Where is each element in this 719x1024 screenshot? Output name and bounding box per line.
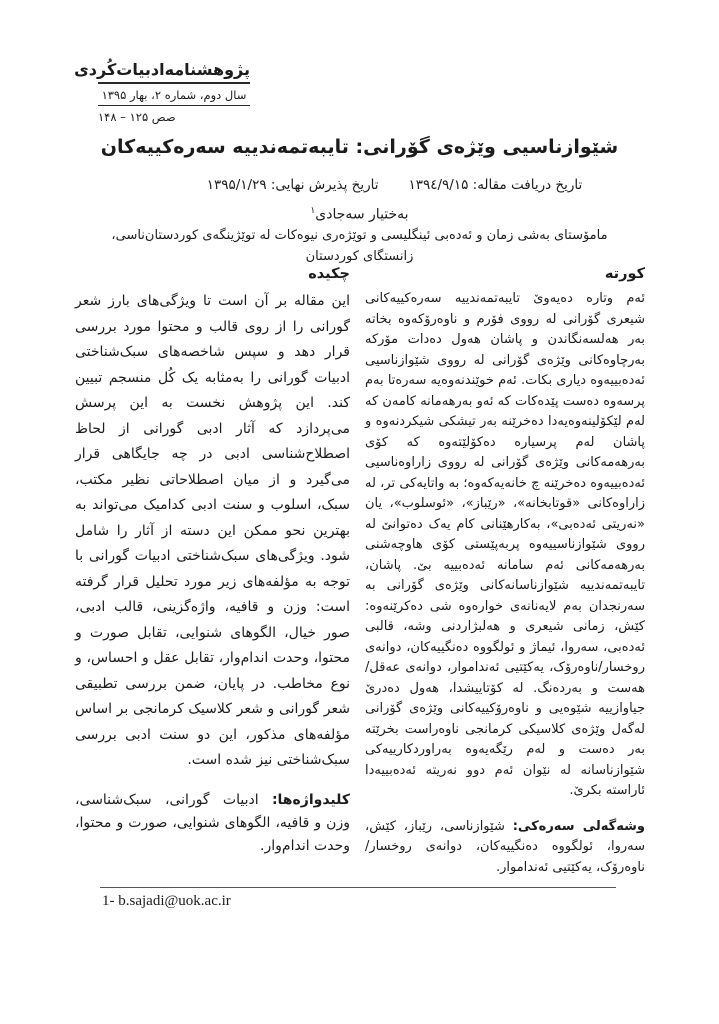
accepted-date: تاریخ پذیرش نهایی: ۱۳۹۵/۱/۲۹ [206, 177, 379, 193]
kurdish-abstract-column [365, 266, 645, 878]
affiliation-line-2: زانستگای کوردستان [305, 249, 414, 264]
journal-logo: پژوهشنامه‌ادبیات‌کُردی [98, 60, 250, 84]
article-title: شێوازناسیی وێژەی گۆرانی: تایبەتمەندییە سەرەکییەکان [100, 136, 619, 158]
persian-abstract-heading: چکیده [308, 266, 350, 282]
author-footnote-marker: ۱ [310, 206, 316, 216]
persian-abstract-body: این مقاله بر آن است تا ویژگی‌های بارز شعر گورانی را از روی قالب و محتوا مورد بررسی قرار دهد و سپس شاخصه‌های سبک‌شناختی ادبیات گورانی را به‌مثابه یک کُل منسجم تبیین کند. این پژوهش نخست به این پرسش می‌پردازد که آثار ادبی گورانی از لحاظ اصطلاح‌شناسی ادبی در چه جایگاهی قرار می‌گیرد و از میان اصطلاحاتی نظیر مکتب، سبک، اسلوب و سنت ادبی کدامیک می‌تواند به بهترین نحو ممکن این دسته از آثار را شامل شود. ویژگی‌های سبک‌شناختی ادبیات گورانی با توجه به مؤلفه‌های زیر مورد تحلیل قرار گرفته است: وزن و قافیه، واژه‌گزینی، قالب ادبی، صور خیال، الگوهای شنوایی، تقابل صورت و محتوا، وحدت اندام‌وار، تقابل عقل و احساس، و نوع مخاطب. در پایان، ضمن بررسی تطبیقی شعر گورانی و شعر کلاسیک کرمانجی بر اساس مؤلفه‌های مذکور، این دو سنت ادبی بررسی سبک‌شناختی نیز شده است. [75, 293, 350, 768]
kurdish-abstract-heading: کورته [604, 266, 645, 282]
footnote-separator-rule [100, 887, 616, 888]
journal-issue-line: سال دوم، شماره ۲، بهار ۱۳۹۵ [98, 84, 250, 106]
kurdish-keywords-label: وشەگەلی سەرەکی: [512, 818, 645, 834]
journal-pages-range: صص ۱۲۵ – ۱۴۸ [98, 110, 176, 124]
kurdish-abstract-body: ئەم وتارە دەیەوێ تایبەتمەندییە سەرەکییەکانی شیعری گۆرانی لە رووی فۆرم و ناوەرۆکەوە بخاتە بەر هەلسەنگاندن و پاشان هەول دەدات مۆرکە بەرچاوەکانی وێژەی گۆرانی لە رووی شێوازناسیی ئەدەبییەوە دیاری بکات. ئەم خوێندنەوەیە سەرەتا بەم پرسەوە دەست پێدەکات کە ئەو بەرهەمانە کامەن کە لەم لێکۆلینەوەیەدا دەخرێنە بەر تیشکی شیکردنەوە و پاشان لەم پرسیارە دەکۆلێتەوە کە کۆی بەرهەمەکانی وێژەی گۆرانی لە رووی زاراوەناسیی ئەدەبییەوە دەخرێنە چ خانەیەکەوە؛ بە واتایەکی تر، لە زاراوەکانی «قوتابخانە»، «رێباز»، «ئوسلوب»، یان «نەریتی ئەدەبی»، بەکارهێنانی کام یەک دەتوانێ لە رووی شێوازناسییەوە پربەپێستی کۆی هاوچەشنی بەرهەمەکانی ئەم سامانە ئەدەبییە بێ. پاشان، تایبەتمەندییە شێوازناسانەکانی وێژەی گۆرانی بە سەرنجدان بەم لایەنانەی خوارەوە شی دەکرێنەوە: کێش، زمانی شیعری و هەلبژاردنی وشە، قالبی ئەدەبی، سەروا، ئیماژ و ئولگووە دەنگییەکان، دوانەی روخسار/ناوەرۆک، یەکێتیی ئەنداموار، دوانەی عەقل/هەست و بەردەنگ. لە کۆتاییشدا، هەول دەدرێ جیاوازییە شێوەیی و ناوەرۆکییەکانی وێژەی گۆرانی لەگەل وێژەی کلاسیکی کرمانجی ناوەراست بخرێتە بەر دەست و لەم رێگەیەوە بەراوردکارییەکی شێوازناسانە لە نێوان ئەم دوو نەریتە ئەدەبییەدا ئاراستە بکرێ. [365, 291, 645, 798]
persian-abstract-column [75, 266, 350, 878]
author-line [0, 206, 719, 223]
kurdish-keywords-list: شێوازناسی، رێباز، کێش، سەروا، ئولگووە دەنگییەکان، دوانەی روخسار/ ناوەرۆک، یەکێتیی ئەنداموار. [365, 818, 645, 875]
persian-keywords-list: ادبیات گورانی، سبک‌شناسی، وزن و قافیه، الگوهای شنوایی، صورت و محتوا، وحدت اندام‌وار. [75, 791, 350, 854]
footnote-email: 1- b.sajadi@uok.ac.ir [102, 893, 231, 909]
author-name: بەختیار سەجادی [315, 206, 409, 223]
persian-keywords [75, 789, 350, 858]
dates-row [35, 177, 719, 193]
affiliation-line-1: مامۆستای بەشی زمان و ئەدەبی ئینگلیسی و توێژەری نیوەکات لە توێژینگەی کوردستان‌ناسی، [111, 228, 608, 243]
persian-keywords-label: کلیدواژه‌ها: [271, 791, 350, 808]
kurdish-keywords [365, 817, 645, 879]
abstract-columns [75, 266, 645, 878]
journal-masthead [74, 60, 250, 124]
received-date: تاریخ دریافت مقاله: ۱۳۹٤/۹/۱۵ [408, 177, 583, 193]
